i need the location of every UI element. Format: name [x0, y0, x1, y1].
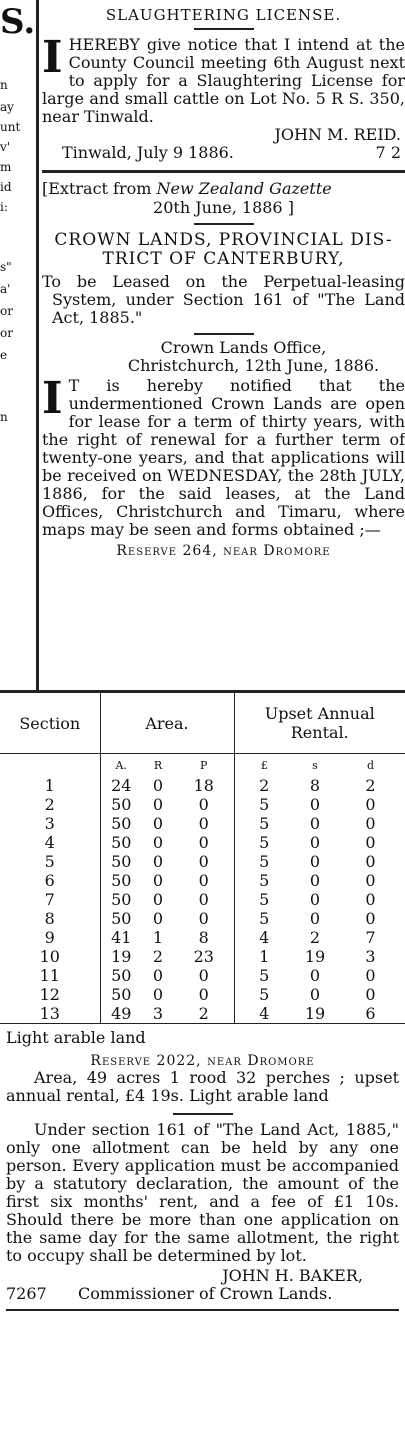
- table-row: [0, 1004, 405, 1023]
- cell-r: 0: [152, 871, 164, 890]
- left-fragment: or: [0, 326, 13, 340]
- cell-r: 0: [152, 985, 164, 1004]
- cell-section: 8: [44, 909, 55, 928]
- cell-s: 0: [309, 966, 321, 985]
- cell-s: 0: [309, 833, 321, 852]
- cell-r: 0: [152, 909, 164, 928]
- cell-section: 13: [39, 1004, 60, 1023]
- crown-office: Crown Lands Office,: [160, 338, 327, 357]
- cell-a: 50: [100, 871, 142, 890]
- bottom-rule: [6, 1309, 399, 1311]
- left-fragment: id: [0, 180, 12, 194]
- baker-title-row: [6, 1285, 399, 1303]
- cell-a: 41: [100, 928, 142, 947]
- cell-p: 8: [198, 928, 209, 947]
- cell-l: 5: [234, 909, 294, 928]
- table-row: [0, 871, 405, 890]
- cell-section: 6: [44, 871, 55, 890]
- rent-table: [0, 693, 405, 1023]
- table-row: [0, 814, 405, 833]
- table-row: [0, 890, 405, 909]
- cell-a: 50: [100, 890, 142, 909]
- cell-d: 0: [365, 909, 376, 928]
- cell-section: 5: [44, 852, 55, 871]
- table-row: [0, 852, 405, 871]
- cell-d: 0: [365, 852, 376, 871]
- slaughter-dateline-row: [42, 144, 405, 162]
- cell-r: 0: [152, 814, 164, 833]
- cell-r: 0: [152, 966, 164, 985]
- unit-acres: A.: [100, 754, 142, 777]
- cell-s: 0: [309, 814, 321, 833]
- light-land-note: Light arable land: [6, 1028, 146, 1047]
- left-fragment: v': [0, 140, 11, 154]
- cell-a: 49: [100, 1004, 142, 1023]
- cell-l: 5: [234, 852, 294, 871]
- unit-roods: R: [153, 758, 163, 772]
- cell-s: 0: [309, 985, 321, 1004]
- cell-l: 5: [234, 985, 294, 1004]
- extract-gazette: New Zealand Gazette: [156, 179, 332, 198]
- cell-r: 0: [152, 833, 164, 852]
- left-fragment: a': [0, 282, 11, 296]
- left-big-letter: S.: [0, 2, 36, 42]
- cell-a: 50: [100, 909, 142, 928]
- cell-r: 3: [152, 1004, 164, 1023]
- cell-d: 0: [365, 890, 376, 909]
- cell-l: 4: [234, 928, 294, 947]
- cell-s: 19: [304, 947, 326, 966]
- crown-headline-1: CROWN LANDS, PROVINCIAL DIS-: [54, 230, 393, 250]
- left-fragment: e: [0, 348, 8, 362]
- cell-a: 50: [100, 814, 142, 833]
- cell-a: 19: [100, 947, 142, 966]
- table-row: [0, 985, 405, 1004]
- cell-p: 0: [198, 833, 209, 852]
- unit-pounds: £: [234, 754, 294, 777]
- cell-section: 10: [39, 947, 60, 966]
- cell-p: 0: [198, 966, 209, 985]
- cell-s: 0: [309, 890, 321, 909]
- slaughter-body: HEREBY give notice that I intend at the County Council meeting 6th August next to apply for a Slaughtering License for large and small cattle on Lot No. 5 R S. 350, near Tinwald.: [42, 35, 405, 126]
- cell-l: 5: [234, 890, 294, 909]
- cell-d: 0: [365, 966, 376, 985]
- cell-r: 2: [152, 947, 164, 966]
- cell-p: 0: [198, 909, 209, 928]
- cell-r: 1: [152, 928, 164, 947]
- cell-p: 0: [198, 795, 209, 814]
- cell-l: 2: [234, 776, 294, 795]
- cell-p: 0: [198, 985, 209, 1004]
- crown-headline-2: TRICT OF CANTERBURY,: [102, 249, 345, 269]
- cell-d: 6: [365, 1004, 376, 1023]
- cell-p: 0: [198, 814, 209, 833]
- baker-title: Commissioner of Crown Lands.: [78, 1284, 333, 1303]
- slaughter-ref: 7 2: [375, 143, 401, 162]
- notice-ref: 7267: [6, 1284, 47, 1303]
- cell-d: 0: [365, 871, 376, 890]
- cell-d: 2: [365, 776, 376, 795]
- crown-notice: [42, 373, 405, 539]
- cell-s: 2: [309, 928, 321, 947]
- cell-p: 0: [198, 852, 209, 871]
- table-bottom-rule: [0, 1023, 405, 1024]
- reserve2-heading: Reserve 2022, near Dromore: [90, 1053, 315, 1069]
- cell-p: 18: [193, 776, 214, 795]
- slaughter-notice: [42, 32, 405, 126]
- lower-section: [0, 690, 405, 1311]
- slaughter-signature: JOHN M. REID.: [274, 125, 401, 144]
- cell-s: 0: [309, 852, 321, 871]
- cell-a: 50: [100, 966, 142, 985]
- dropcap: I: [42, 373, 63, 424]
- left-fragment: s": [0, 260, 12, 274]
- cell-section: 9: [44, 928, 55, 947]
- cell-l: 5: [234, 814, 294, 833]
- cell-p: 0: [198, 871, 209, 890]
- slaughter-title: SLAUGHTERING LICENSE.: [105, 6, 342, 24]
- extract-prefix: [Extract from: [42, 179, 157, 198]
- cell-l: 1: [234, 947, 294, 966]
- table-header-row: [0, 693, 405, 754]
- cell-p: 0: [198, 890, 209, 909]
- column-divider: [36, 0, 39, 690]
- crown-office-date: Christchurch, 12th June, 1886.: [127, 356, 380, 375]
- left-fragment: ay: [0, 100, 14, 114]
- cell-section: 12: [39, 985, 60, 1004]
- crown-body: T is hereby notified that the undermentioned Crown Lands are open for lease for a term of thirty years, with the right of renewal for a further term of twenty-one years, and that applications will be received on WEDNESDAY, the 28th JULY, 1886, for the said leases, at the Land Offices, Christchurch and Timaru, where maps may be seen and forms obtained ;—: [42, 376, 405, 539]
- divider: [194, 333, 254, 335]
- extract-date: 20th June, 1886 ]: [153, 198, 294, 217]
- cell-p: 2: [198, 1004, 209, 1023]
- table-row: [0, 928, 405, 947]
- cell-l: 5: [234, 833, 294, 852]
- cell-s: 8: [309, 776, 321, 795]
- cell-d: 0: [365, 985, 376, 1004]
- cell-d: 0: [365, 833, 376, 852]
- table-row: [0, 947, 405, 966]
- cell-section: 11: [39, 966, 60, 985]
- baker-signature: JOHN H. BAKER,: [222, 1266, 363, 1285]
- col-rent-header: Upset Annual Rental.: [234, 693, 405, 754]
- cell-d: 0: [365, 795, 376, 814]
- cell-p: 23: [193, 947, 214, 966]
- col-area-header: Area.: [100, 693, 234, 754]
- unit-perches: P: [200, 758, 208, 772]
- table-row: [0, 776, 405, 795]
- cell-a: 24: [100, 776, 142, 795]
- cell-r: 0: [152, 852, 164, 871]
- slaughter-dateline: Tinwald, July 9 1886.: [62, 143, 234, 162]
- cell-s: 0: [309, 795, 321, 814]
- cell-a: 50: [100, 852, 142, 871]
- cell-d: 7: [365, 928, 376, 947]
- table-row: [0, 833, 405, 852]
- table-row: [0, 966, 405, 985]
- cell-d: 0: [365, 814, 376, 833]
- extract-block: [42, 179, 405, 217]
- cell-d: 3: [365, 947, 376, 966]
- cell-s: 0: [309, 909, 321, 928]
- cell-a: 50: [100, 833, 142, 852]
- left-fragment: i:: [0, 200, 8, 214]
- divider: [194, 223, 254, 225]
- cell-a: 50: [100, 985, 142, 1004]
- cell-r: 0: [152, 795, 164, 814]
- table-body: [0, 776, 405, 1023]
- main-column: [42, 0, 405, 559]
- col-section-header: Section: [0, 693, 100, 754]
- cell-section: 7: [44, 890, 55, 909]
- cell-section: 3: [44, 814, 55, 833]
- cell-l: 5: [234, 966, 294, 985]
- left-fragment: n: [0, 78, 8, 92]
- left-fragment: m: [0, 160, 12, 174]
- table-row: [0, 795, 405, 814]
- cell-section: 4: [44, 833, 55, 852]
- cell-r: 0: [152, 890, 164, 909]
- crown-subhead: To be Leased on the Perpetual-leasing System, under Section 161 of "The Land Act, 1885.": [42, 272, 405, 327]
- cell-section: 2: [44, 795, 55, 814]
- cell-l: 4: [234, 1004, 294, 1023]
- cell-s: 19: [304, 1004, 326, 1023]
- cell-a: 50: [100, 795, 142, 814]
- reserve2-body: Area, 49 acres 1 rood 32 perches ; upset annual rental, £4 19s. Light arable land: [6, 1068, 399, 1105]
- dropcap: I: [42, 32, 63, 83]
- cell-l: 5: [234, 795, 294, 814]
- divider: [194, 28, 254, 30]
- section-rule: [42, 170, 405, 173]
- left-fragment: or: [0, 304, 13, 318]
- cell-s: 0: [309, 871, 321, 890]
- rules-paragraph: Under section 161 of "The Land Act, 1885," only one allotment can be held by any one person. Every application must be accompanied by a statutory declaration, the amount of the first six months' rent, and a fee of £1 10s. Should there be more than one application on the same day for the same allotment, the right to occupy shall be determined by lot.: [6, 1120, 399, 1265]
- left-fragment: n: [0, 410, 8, 424]
- cell-r: 0: [152, 776, 164, 795]
- left-fragment: unt: [0, 120, 21, 134]
- reserve-heading: Reserve 264, near Dromore: [116, 543, 331, 559]
- cell-l: 5: [234, 871, 294, 890]
- cell-section: 1: [44, 776, 55, 795]
- divider: [173, 1113, 233, 1115]
- table-row: [0, 909, 405, 928]
- unit-pence: d: [366, 758, 375, 772]
- unit-shillings: s: [312, 758, 318, 772]
- table-units-row: [0, 754, 405, 777]
